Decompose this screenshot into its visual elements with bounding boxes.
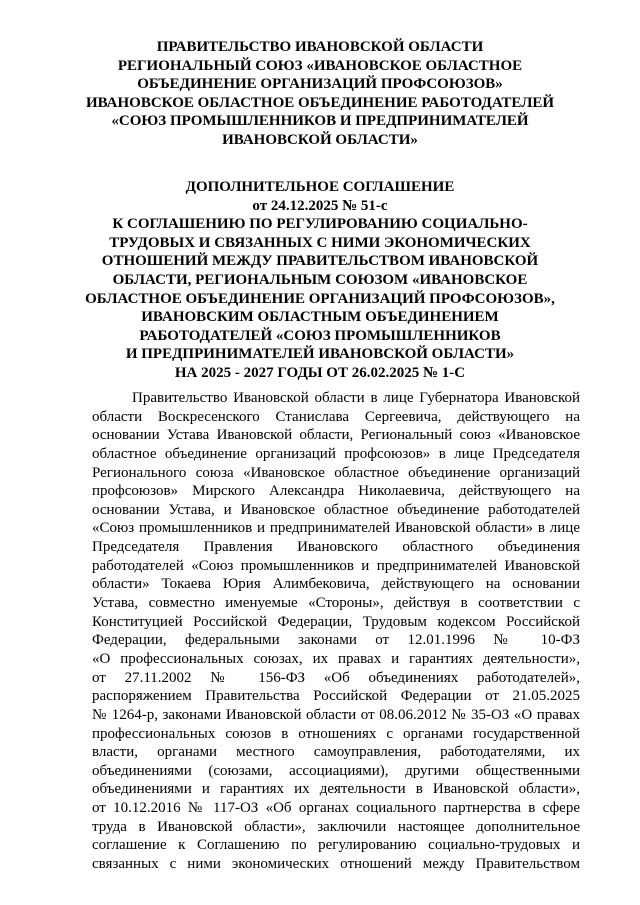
body-line: профессиональных союзов в отношениях с органами государственной	[92, 725, 580, 742]
document-header	[80, 38, 560, 150]
body-line: Правительство Ивановской области в лице Губернатора Ивановской	[132, 390, 580, 406]
body-line: от 10.12.2016 № 117-ОЗ «Об органах социального партнерства в сфере	[92, 800, 580, 817]
title-line: ОБЛАСТИ, РЕГИОНАЛЬНЫМ СОЮЗОМ «ИВАНОВСКОЕ	[112, 271, 528, 288]
body-line: работодателей «Союз промышленников и предпринимателей Ивановской	[92, 557, 580, 574]
body-line: профсоюзов» Мирского Александра Николаевича, действующего на	[92, 483, 580, 500]
body-line: Регионального союза «Ивановское областное объединение организаций	[92, 464, 580, 481]
body-line: от 27.11.2002 № 156-ФЗ «Об объединениях работодателей»,	[92, 669, 580, 686]
header-line: ОБЪЕДИНЕНИЕ ОРГАНИЗАЦИЙ ПРОФСОЮЗОВ»	[137, 76, 503, 93]
body-line: области» Токаева Юрия Алимбековича, действующего на основании	[92, 576, 580, 593]
body-line: основании Устава Ивановской области, Региональный союз «Ивановское	[92, 427, 580, 444]
body-line: Конституцией Российской Федерации, Трудовым кодексом Российской	[92, 613, 580, 630]
body-line: власти, органами местного самоуправления, работодателями, их	[92, 744, 580, 761]
header-line: ИВАНОВСКОЕ ОБЛАСТНОЕ ОБЪЕДИНЕНИЕ РАБОТОДАТЕЛЕЙ	[85, 94, 555, 111]
title-line: ОТНОШЕНИЙ МЕЖДУ ПРАВИТЕЛЬСТВОМ ИВАНОВСКОЙ	[101, 253, 539, 270]
header-line: ПРАВИТЕЛЬСТВО ИВАНОВСКОЙ ОБЛАСТИ	[156, 39, 484, 55]
body-line: Устава, совместно именуемые «Стороны», действуя в соответствии с	[92, 595, 580, 612]
body-line: распоряжением Правительства Российской Федерации от 21.05.2025	[92, 688, 580, 705]
body-line: областное объединение организаций профсоюзов» в лице Председателя	[92, 445, 580, 462]
title-line: К СОГЛАШЕНИЮ ПО РЕГУЛИРОВАНИЮ СОЦИАЛЬНО-	[112, 216, 528, 233]
title-line: ТРУДОВЫХ И СВЯЗАННЫХ С НИМИ ЭКОНОМИЧЕСКИХ	[109, 234, 531, 251]
header-line: ИВАНОВСКОЙ ОБЛАСТИ»	[222, 131, 418, 148]
body-line: объединениями и гарантиях их деятельности в Ивановской области»,	[92, 781, 580, 798]
header-line: «СОЮЗ ПРОМЫШЛЕННИКОВ И ПРЕДПРИНИМАТЕЛЕЙ	[111, 113, 529, 130]
header-line: РЕГИОНАЛЬНЫЙ СОЮЗ «ИВАНОВСКОЕ ОБЛАСТНОЕ	[117, 57, 523, 74]
body-line: Председателя Правления Ивановского областного объединения	[92, 539, 580, 556]
title-line: РАБОТОДАТЕЛЕЙ «СОЮЗ ПРОМЫШЛЕННИКОВ	[139, 327, 501, 344]
body-line: связанных с ними экономических отношений между Правительством	[92, 856, 580, 873]
body-line: области Воскресенского Станислава Сергеевича, действующего на	[92, 408, 580, 425]
document-title	[80, 178, 560, 383]
title-line: ИВАНОВСКИМ ОБЛАСТНЫМ ОБЪЕДИНЕНИЕМ	[141, 309, 499, 326]
body-paragraph	[92, 389, 580, 874]
body-line: «Союз промышленников и предпринимателей Ивановской области» в лице	[92, 520, 580, 537]
body-line: № 1264-р, законами Ивановской области от 08.06.2012 № 35-ОЗ «О правах	[92, 706, 580, 723]
title-line: ДОПОЛНИТЕЛЬНОЕ СОГЛАШЕНИЕ	[185, 179, 455, 195]
title-date-number: от 24.12.2025 № 51-с	[252, 197, 388, 214]
body-line: основании Устава, и Ивановское областное объединение работодателей	[92, 501, 580, 518]
title-line: ОБЛАСТНОЕ ОБЪЕДИНЕНИЕ ОРГАНИЗАЦИЙ ПРОФСОЮЗОВ»,	[85, 290, 555, 307]
body-line: объединениями (союзами, ассоциациями), другими общественными	[92, 762, 580, 779]
title-line: НА 2025 - 2027 ГОДЫ ОТ 26.02.2025 № 1-С	[174, 364, 466, 381]
body-line: Федерации, федеральными законами от 12.01.1996 № 10-ФЗ	[92, 632, 580, 649]
body-line: соглашение к Соглашению по регулированию социально-трудовых и	[92, 837, 580, 854]
body-line: труда в Ивановской области», заключили настоящее дополнительное	[92, 818, 580, 835]
body-line: «О профессиональных союзах, их правах и гарантиях деятельности»,	[92, 650, 580, 667]
title-line: И ПРЕДПРИНИМАТЕЛЕЙ ИВАНОВСКОЙ ОБЛАСТИ»	[125, 346, 515, 363]
